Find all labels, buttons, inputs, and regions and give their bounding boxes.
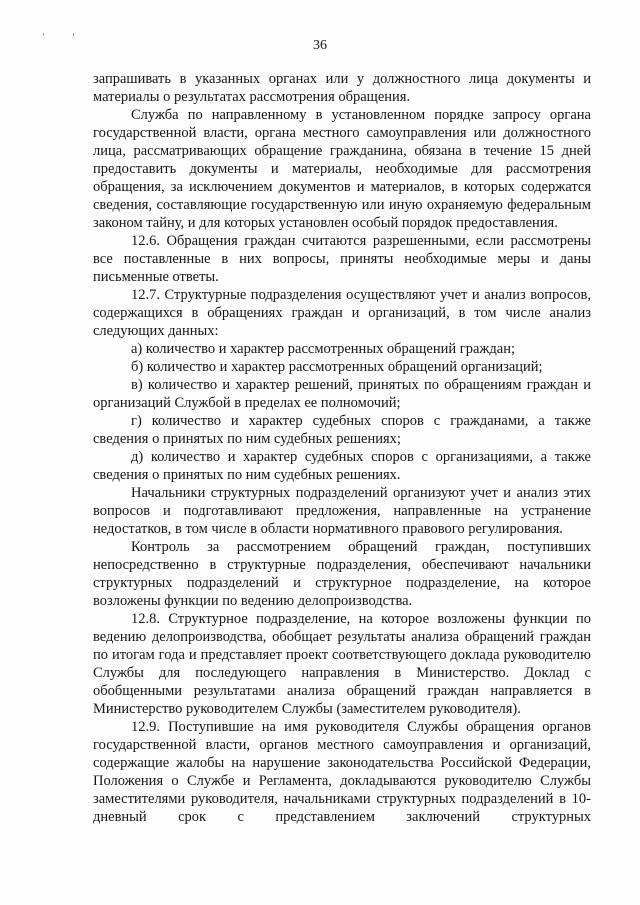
- paragraph-control: Контроль за рассмотрением обращений граждан, поступивших непосредственно в структурные подразделения, обеспечивают начальники структурных подразделений и структурное подразделение, на которое возложены функции по ведению делопроизводства.: [93, 539, 591, 609]
- list-item-b: б) количество и характер рассмотренных обращений организаций;: [131, 359, 543, 375]
- paragraph-request-response: Служба по направленному в установленном порядке запросу органа государственной власти, органа местного самоуправления или должностного лица, рассматривающих обращение гражданина, обязана в течение 15 дней предоставить документы и материалы, необходимые для рассмотрения обращения, за исключением документов и материалов, в которых содержатся сведения, составляющие государственную или иную охраняемую федеральным законом тайну, и для которых установлен особый порядок предоставления.: [93, 107, 591, 231]
- list-item-a: а) количество и характер рассмотренных обращений граждан;: [131, 341, 516, 357]
- list-item-v: в) количество и характер решений, принятых по обращениям граждан и организаций Службой в пределах ее полномочий;: [93, 377, 591, 411]
- list-item-d: д) количество и характер судебных споров с организациями, а также сведения о принятых по ним судебных решениях.: [93, 449, 591, 483]
- paragraph-12-7: 12.7. Структурные подразделения осуществляют учет и анализ вопросов, содержащихся в обращениях граждан и организаций, в том числе анализ следующих данных:: [93, 287, 591, 339]
- scan-mark: ʼ: [72, 32, 75, 42]
- list-item-g: г) количество и характер судебных споров с гражданами, а также сведения о принятых по ним судебных решениях;: [93, 413, 591, 447]
- paragraph-12-8: 12.8. Структурное подразделение, на которое возложены функции по ведению делопроизводства, обобщает результаты анализа обращений граждан по итогам года и представляет проект соответствующего доклада руководителю Службы для последующего направления в Министерство. Доклад с обобщенными результатами анализа обращений граждан направляется в Министерство руководителем Службы (заместителем руководителя).: [93, 611, 591, 717]
- paragraph-12-9: 12.9. Поступившие на имя руководителя Службы обращения органов государственной власти, органов местного самоуправления и организаций, содержащие жалобы на нарушение законодательства Российской Федерации, Положения о Службе и Регламента, докладываются руководителю Службы заместителями руководителя, начальниками структурных подразделений в 10-дневный срок с представлением заключений структурных: [93, 719, 591, 825]
- page-number: 36: [313, 38, 327, 53]
- document-body: [93, 70, 591, 826]
- paragraph-continuation: запрашивать в указанных органах или у должностного лица документы и материалы о результатах рассмотрения обращения.: [93, 71, 591, 105]
- paragraph-12-6: 12.6. Обращения граждан считаются разрешенными, если рассмотрены все поставленные в них вопросы, приняты необходимые меры и даны письменные ответы.: [93, 233, 591, 285]
- scan-mark: ’: [42, 32, 45, 42]
- paragraph-heads-analysis: Начальники структурных подразделений организуют учет и анализ этих вопросов и подготавливают предложения, направленные на устранение недостатков, в том числе в области нормативного правового регулирования.: [93, 485, 591, 537]
